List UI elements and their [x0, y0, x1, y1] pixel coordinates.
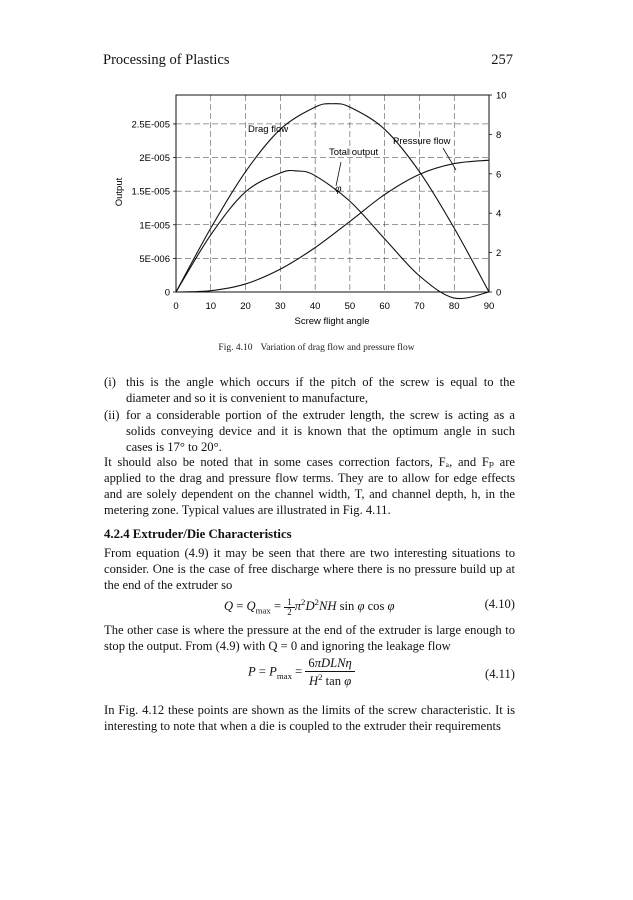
equation-4-10: [104, 597, 515, 617]
y-right-tick-label: 8: [496, 129, 502, 141]
y-left-tick-label: 1E-005: [139, 220, 170, 232]
chart-series: [176, 104, 489, 299]
x-tick-label: 70: [414, 301, 425, 312]
phi-symbol: φ: [335, 184, 342, 195]
running-title: Processing of Plastics: [103, 52, 230, 68]
drag-flow-label: Drag flow: [248, 124, 289, 135]
plot-frame: [176, 95, 489, 292]
total-output-pointer: [336, 162, 341, 186]
total-output-label: Total output: [329, 147, 379, 158]
paragraph-free-discharge: [104, 545, 515, 593]
y-right-tick-label: 2: [496, 248, 502, 260]
x-tick-label: 10: [205, 301, 217, 312]
flow-chart: [100, 74, 530, 340]
chart-grid: [176, 95, 489, 292]
paragraph-text: It should also be noted that in some cases correction factors, Fₐ, and Fₚ are applied to the drag and pressure flow terms. They are to allow for edge effects and are solely dependent on the channel width, T, and channel depth, h, in the metering zone. Typical values are illustrated in Fig. 4.11.: [104, 455, 515, 518]
list-item: [104, 407, 515, 455]
x-tick-labels: [173, 301, 494, 312]
y-left-tick-label: 2.5E-005: [131, 119, 170, 131]
paragraph-limits: [104, 702, 515, 734]
y-right-tick-label: 10: [496, 90, 507, 102]
equation-expression: $Q = Q_{max}$ = $\frac{1}{2}$ $\pi^2D^2NH$ sin φ cos φ: [224, 596, 395, 617]
x-tick-label: 0: [173, 301, 179, 312]
y-left-tick-labels: [131, 119, 176, 298]
figure-number: Fig. 4.10: [218, 343, 253, 353]
paragraph-correction-factors: [104, 454, 515, 518]
list-marker: (i): [104, 375, 116, 389]
y-left-tick-label: 0: [164, 287, 170, 299]
section-heading: 4.2.4 Extruder/Die Characteristics: [104, 527, 292, 541]
drag-flow-line: [176, 104, 489, 292]
y-right-tick-labels: [489, 91, 507, 299]
paragraph-text: In Fig. 4.12 these points are shown as the limits of the screw characteristic. It is interesting to note that when a die is coupled to the extruder their requirements: [104, 703, 515, 734]
equation-expression: $P = P_{max}$ = $\frac{\text{6πDLNη}}{H^2 \tan \varphi}$: [248, 656, 355, 689]
list-item-text: this is the angle which occurs if the pitch of the screw is equal to the diameter and so it is convenient to manufacture,: [126, 375, 515, 406]
x-tick-label: 80: [448, 301, 460, 312]
figure-caption-text: Variation of drag flow and pressure flow: [260, 343, 415, 353]
equation-number: (4.10): [484, 597, 515, 611]
figure-caption: [0, 343, 633, 353]
x-tick-label: 90: [483, 301, 495, 312]
x-tick-label: 60: [379, 301, 390, 312]
pressure-flow-line: [176, 160, 489, 292]
reason-list: [104, 374, 515, 456]
x-tick-label: 50: [344, 301, 356, 312]
equation-number: (4.11): [485, 667, 515, 681]
x-tick-label: 30: [275, 301, 286, 312]
y-right-tick-label: 4: [496, 208, 502, 220]
equation-4-11: [104, 656, 515, 696]
y-left-tick-label: 1.5E-005: [131, 186, 170, 198]
paragraph-text: From equation (4.9) it may be seen that there are two interesting situations to consider. One is the case of free discharge where there is no pressure build up at the end of the extruder so: [104, 546, 515, 593]
y-axis-label: Output: [114, 177, 125, 207]
x-tick-label: 20: [240, 301, 251, 312]
y-right-tick-label: 6: [496, 169, 502, 181]
y-left-tick-label: 5E-006: [139, 253, 170, 265]
list-item-text: for a considerable portion of the extruder length, the screw is acting as a solids conveying device and it is known that the optimum angle in such cases is 17° to 20°.: [126, 408, 515, 455]
paragraph-other-case: [104, 622, 515, 654]
x-tick-label: 40: [309, 301, 321, 312]
running-header: [103, 52, 513, 72]
paragraph-text: The other case is where the pressure at the end of the extruder is large enough to stop the output. From (4.9) with Q = 0 and ignoring the leakage flow: [104, 623, 515, 654]
page-number: 257: [491, 52, 513, 68]
x-axis-label: Screw flight angle: [294, 316, 370, 327]
list-item: [104, 374, 515, 406]
list-marker: (ii): [104, 408, 120, 423]
pressure-flow-label: Pressure flow: [393, 136, 451, 147]
y-left-tick-label: 2E-005: [139, 153, 170, 165]
y-right-tick-label: 0: [496, 287, 502, 299]
